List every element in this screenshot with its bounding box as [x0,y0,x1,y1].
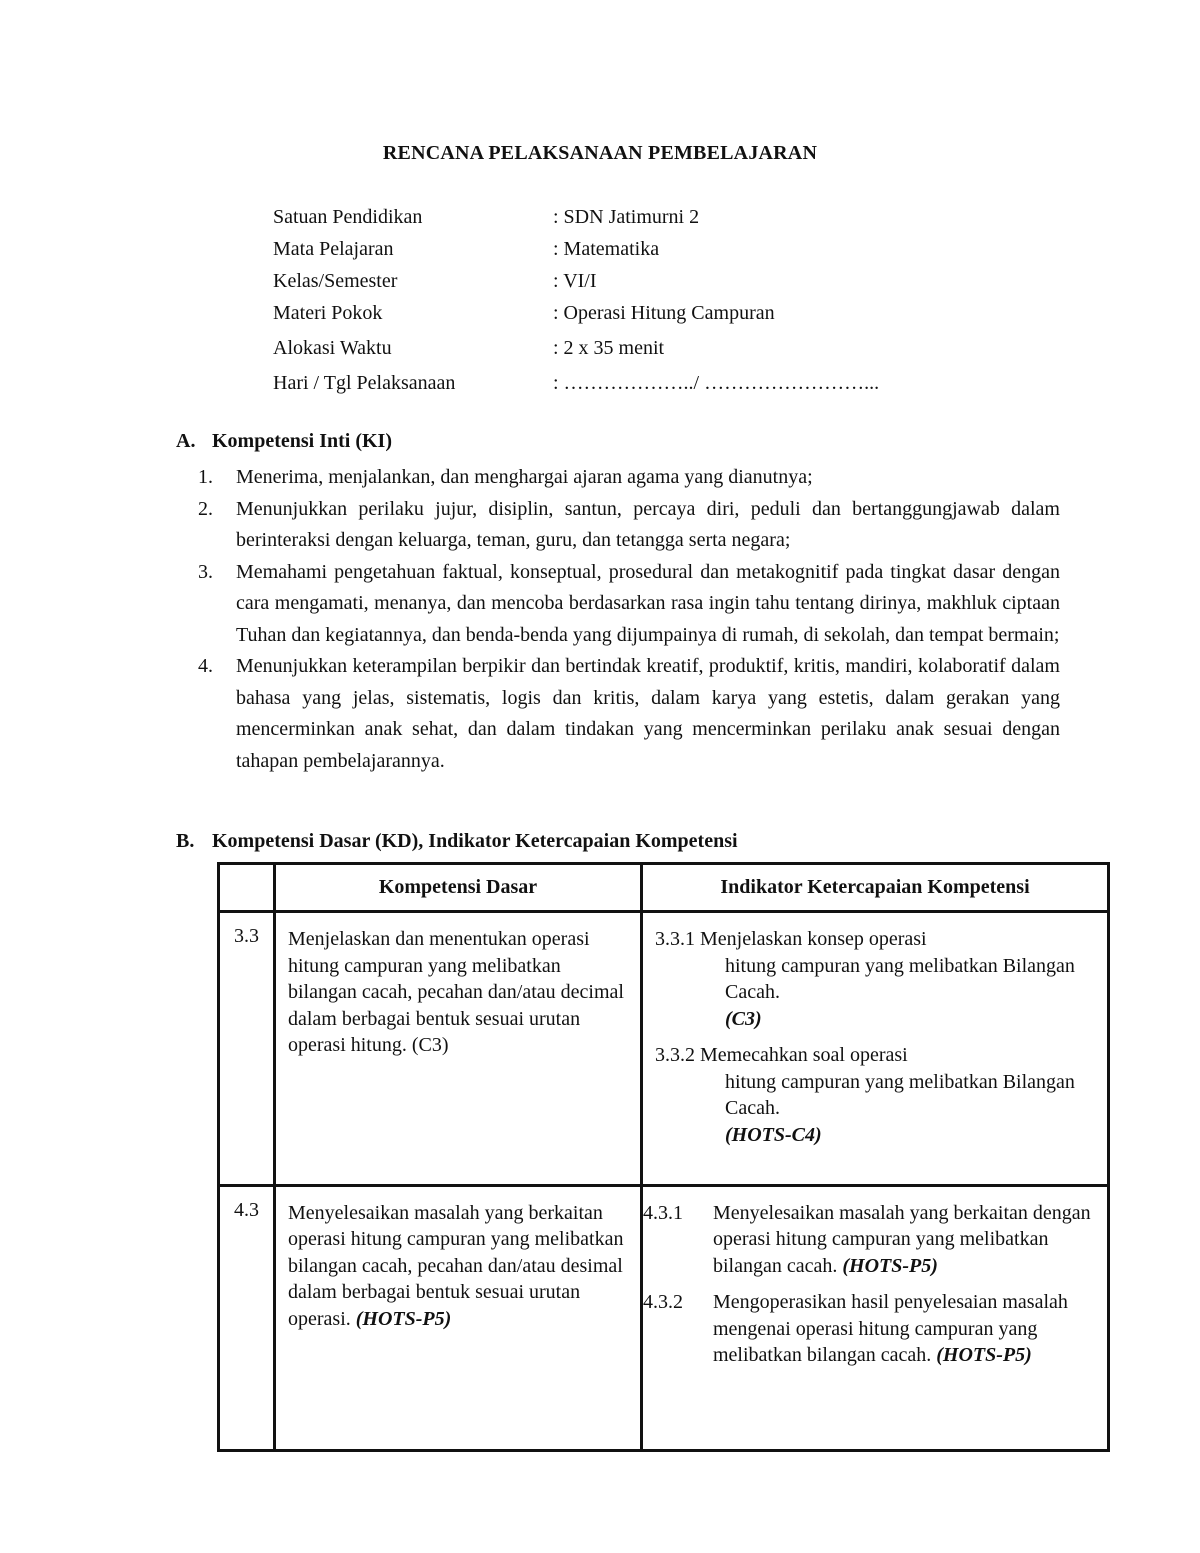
meta-value: : SDN Jatimurni 2 [553,206,700,228]
kd-number: 3.3 [219,912,275,1185]
meta-label: Hari / Tgl Pelaksanaan [273,372,456,394]
meta-label: Materi Pokok [273,302,383,324]
indicator-continuation [655,1069,1101,1149]
kd-text: Menjelaskan dan menentukan operasi hitung campuran yang melibatkan bilangan cacah, pecahan dan/atau decimal dalam berbagai bentuk sesuai urutan operasi hitung. (C3) [275,912,642,1185]
kd-text-cell [275,1185,642,1450]
table-row [219,912,1109,1185]
list-text: Memahami pengetahuan faktual, konseptual, prosedural dan metakognitif pada tingkat dasar dengan cara mengamati, menanya, dan mencoba berdasarkan rasa ingin tahu tentang dirinya, makhluk ciptaan Tuhan dan kegiatannya, dan benda-benda yang dijumpainya di rumah, di sekolah, dan tempat bermain; [236,560,1060,646]
section-title: Kompetensi Inti (KI) [212,430,392,452]
table-header-cell: Indikator Ketercapaian Kompetensi [642,864,1109,912]
table-header-row [219,864,1109,912]
table-header-cell [219,864,275,912]
meta-value: : VI/I [553,270,597,292]
indicator-tag: (HOTS-P5) [842,1254,938,1277]
kd-table [217,862,1110,1452]
indicator-number: 4.3.1 [643,1201,683,1224]
section-title: Kompetensi Dasar (KD), Indikator Ketercapaian Kompetensi [212,830,738,852]
list-text: Menerima, menjalankan, dan menghargai ajaran agama yang dianutnya; [236,466,813,488]
indicator-text: Menyelesaikan masalah yang berkaitan dengan operasi hitung campuran yang melibatkan bilangan cacah. [713,1201,1091,1277]
list-text: Menunjukkan perilaku jujur, disiplin, santun, percaya diri, peduli dan bertanggungjawab dalam berinteraksi dengan keluarga, teman, guru, dan tetangga serta negara; [236,497,1060,551]
list-number: 4. [198,655,213,677]
indicator-number: 4.3.2 [643,1291,683,1314]
meta-value: : ………………../ ……………………... [553,372,880,394]
meta-value: : Operasi Hitung Campuran [553,302,775,324]
indicator-first-line [655,1042,1101,1069]
indicator-text: hitung campuran yang melibatkan Bilangan Cacah. [725,954,1075,1004]
document-title: RENCANA PELAKSANAAN PEMBELAJARAN [382,142,818,164]
list-number: 1. [198,466,213,488]
meta-value: : Matematika [553,238,660,260]
indicator-tag: (C3) [725,1007,762,1030]
indicator [643,1200,1101,1280]
list-text: Menunjukkan keterampilan berpikir dan bertindak kreatif, produktif, kritis, mandiri, kolaboratif dalam bahasa yang jelas, sistematis, logis dan kritis, dalam karya yang estetis, dalam gerakan yang mencerminkan anak sehat, dan dalam tindakan yang mencerminkan perilaku anak sesuai dengan tahapan pembelajarannya. [236,655,1060,772]
kd-text: Menyelesaikan masalah yang berkaitan operasi hitung campuran yang melibatkan bilangan cacah, pecahan dan/atau desimal dalam berbagai bentuk sesuai urutan operasi. [288,1201,624,1330]
meta-label: Alokasi Waktu [273,337,392,359]
indicator [655,1042,1101,1148]
meta-label: Mata Pelajaran [273,238,394,260]
kd-tag: (HOTS-P5) [355,1307,452,1330]
section-b-heading [176,830,738,853]
indicator-first-line [655,926,1101,953]
list-item [198,651,1060,777]
indicator-continuation [655,953,1101,1033]
indicator [655,926,1101,1032]
meta-label: Satuan Pendidikan [273,206,423,228]
indicator-cell [642,912,1109,1185]
ki-list [198,462,1060,777]
indicator-cell [642,1185,1109,1450]
kd-number: 4.3 [219,1185,275,1450]
indicator-tag: (HOTS-C4) [725,1123,822,1146]
indicator-number: 3.3.1 [655,928,695,951]
table-row [219,1185,1109,1450]
list-item [198,557,1060,652]
indicator-text: hitung campuran yang melibatkan Bilangan Cacah. [725,1070,1075,1120]
indicator-text: Menjelaskan konsep operasi [700,928,927,951]
indicator-number: 3.3.2 [655,1044,695,1067]
list-number: 3. [198,560,213,583]
meta-value: : 2 x 35 menit [553,337,665,359]
section-letter: A. [176,430,196,452]
indicator-tag: (HOTS-P5) [936,1344,1032,1367]
indicator-text: Memecahkan soal operasi [700,1044,908,1067]
indicator-text: Mengoperasikan hasil penyelesaian masalah mengenai operasi hitung campuran yang melibatkan bilangan cacah. [713,1291,1068,1367]
list-number: 2. [198,497,213,520]
indicator [643,1289,1101,1369]
section-letter: B. [176,830,195,852]
section-a-heading [176,430,392,453]
table-header-cell: Kompetensi Dasar [275,864,642,912]
list-item [198,494,1060,557]
meta-label: Kelas/Semester [273,270,398,292]
list-item [198,462,1060,494]
